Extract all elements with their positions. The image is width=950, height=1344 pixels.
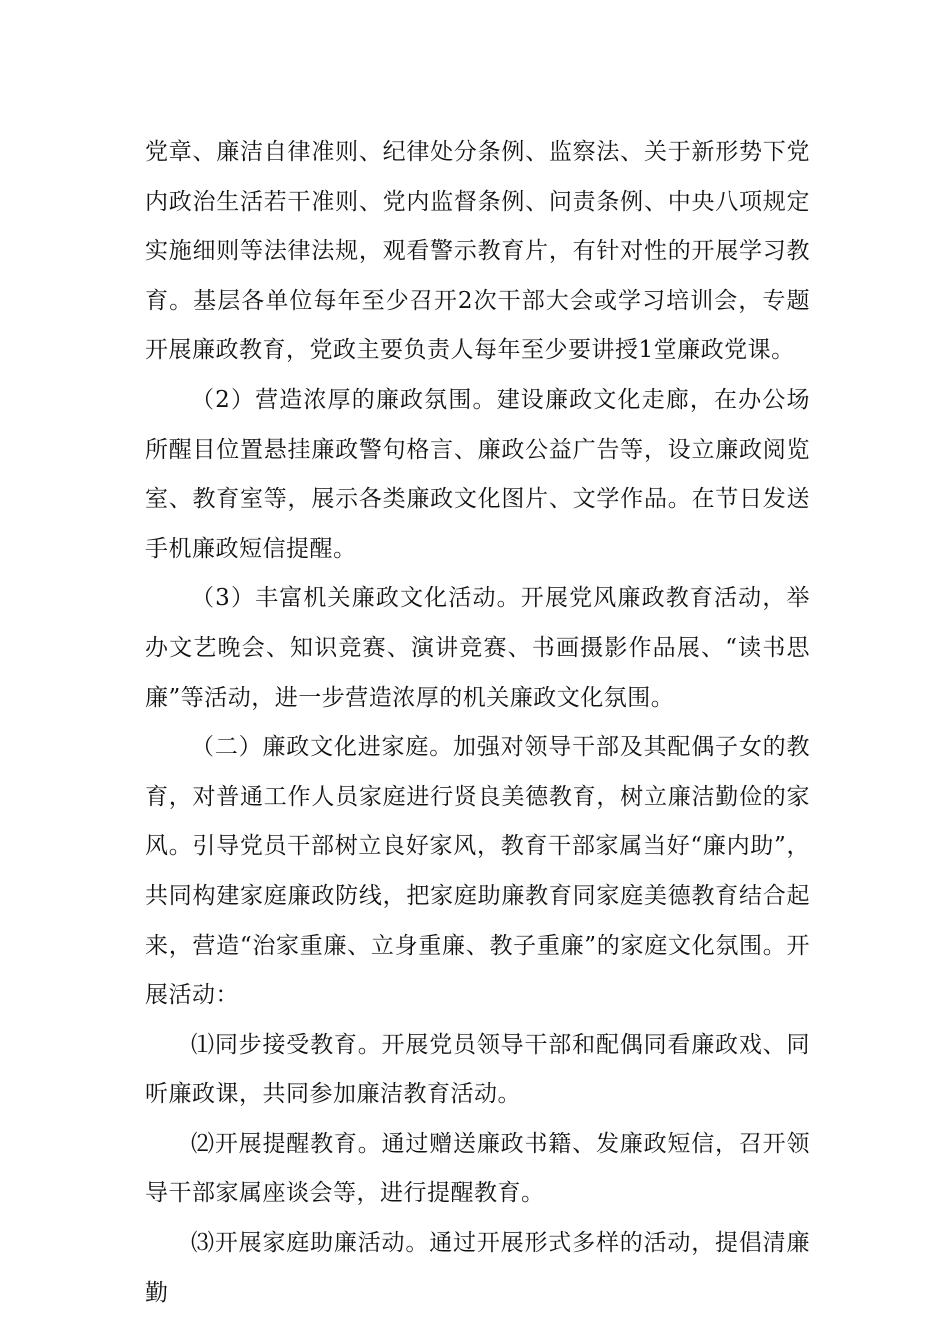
paragraph-1: 党章、廉洁自律准则、纪律处分条例、监察法、关于新形势下党内政治生活若干准则、党内监督条例、问责条例、中央八项规定实施细则等法律法规，观看警示教育片，有针对性的开展学习教育。基层各单位每年至少召开2次干部大会或学习培训会，专题开展廉政教育，党政主要负责人每年至少要讲授1堂廉政党课。 bbox=[145, 139, 810, 364]
paragraph-2: （2）营造浓厚的廉政氛围。建设廉政文化走廊，在办公场所醒目位置悬挂廉政警句格言、廉政公益广告等，设立廉政阅览室、教育室等，展示各类廉政文化图片、文学作品。在节日发送手机廉政短信提醒。 bbox=[145, 386, 810, 562]
paragraph-5: ⑴同步接受教育。开展党员领导干部和配偶同看廉政戏、同听廉政课，共同参加廉洁教育活动。 bbox=[145, 1031, 810, 1108]
paragraph-7: ⑶开展家庭助廉活动。通过开展形式多样的活动，提倡清廉勤 bbox=[145, 1230, 810, 1306]
paragraph-4: （二）廉政文化进家庭。加强对领导干部及其配偶子女的教育，对普通工作人员家庭进行贤良美德教育，树立廉洁勤俭的家风。引导党员干部树立良好家风，教育干部家属当好“廉内助”，共同构建家庭廉政防线，把家庭助廉教育同家庭美德教育结合起来，营造“治家重廉、立身重廉、教子重廉”的家庭文化氛围。开展活动： bbox=[145, 734, 810, 1009]
paragraph-6: ⑵开展提醒教育。通过赠送廉政书籍、发廉政短信，召开领导干部家属座谈会等，进行提醒教育。 bbox=[145, 1130, 810, 1207]
document-body bbox=[145, 128, 810, 1318]
paragraph-3: （3）丰富机关廉政文化活动。开展党风廉政教育活动，举办文艺晚会、知识竞赛、演讲竞赛、书画摄影作品展、“读书思廉”等活动，进一步营造浓厚的机关廉政文化氛围。 bbox=[145, 585, 810, 711]
